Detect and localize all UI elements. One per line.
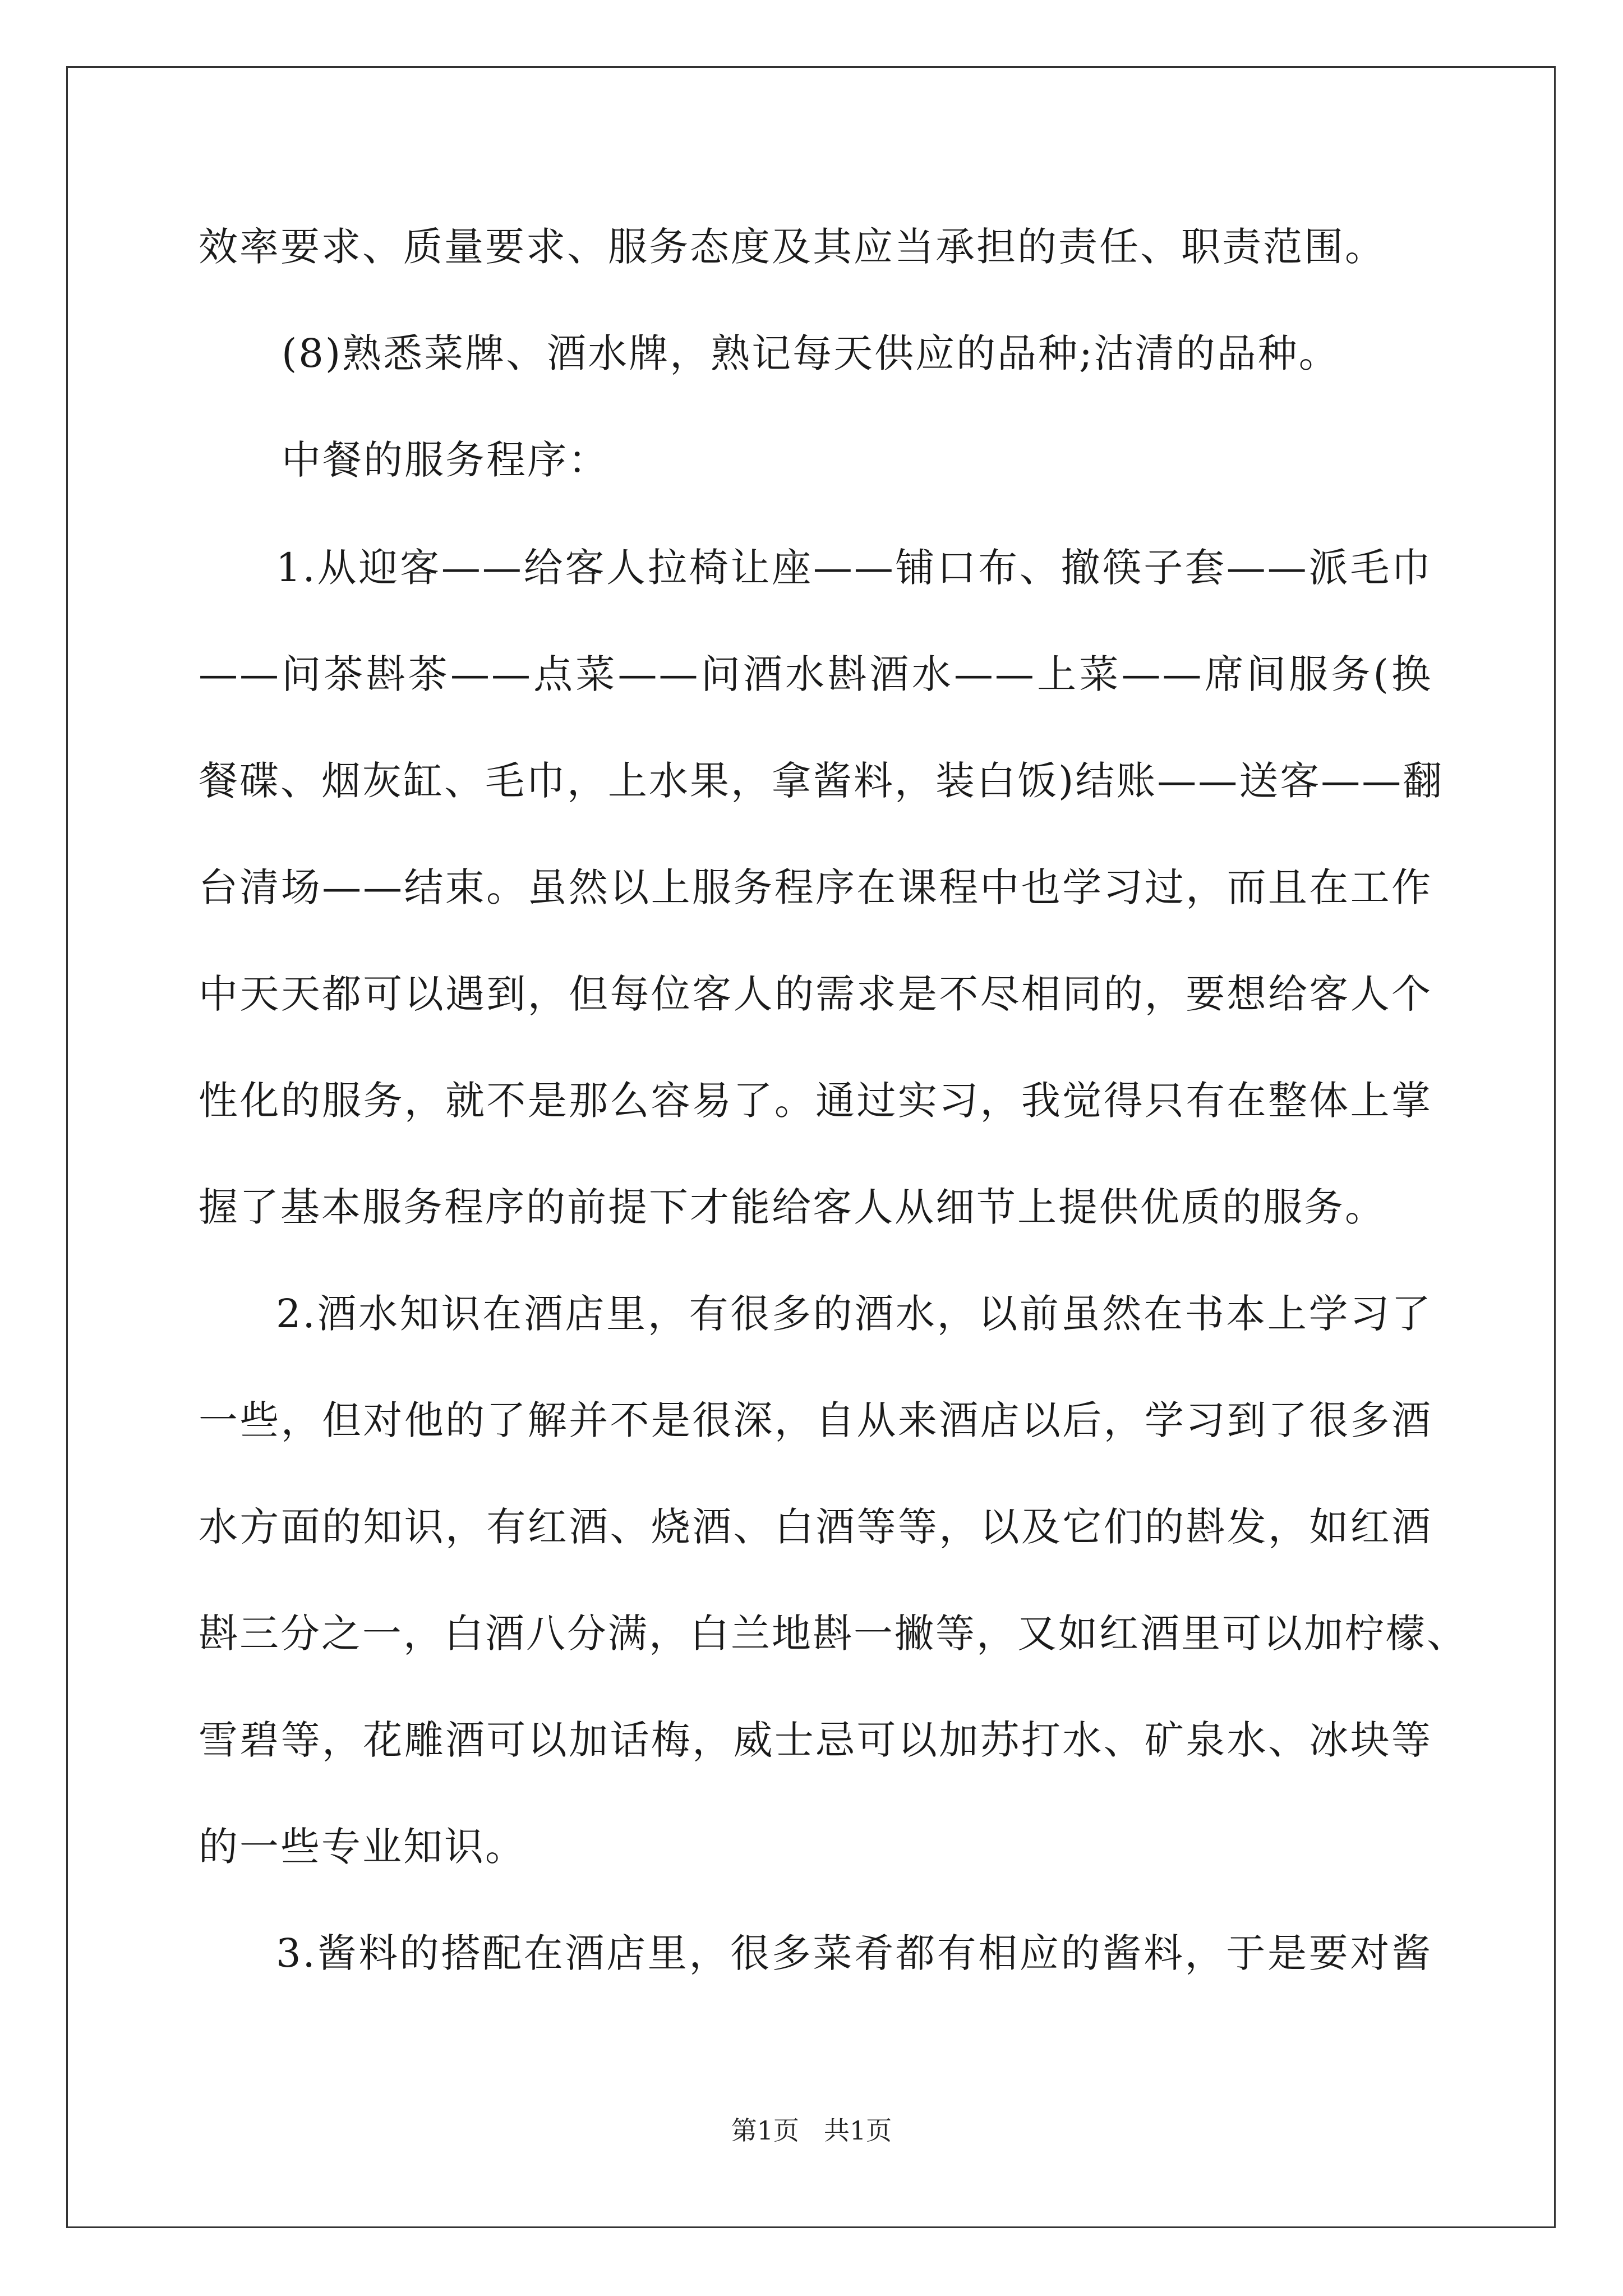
text-line: ——问茶斟茶——点菜——问酒水斟酒水——上菜——席间服务(换 [199,651,1432,697]
text-line: 3.酱料的搭配在酒店里，很多菜肴都有相应的酱料，于是要对酱 [276,1930,1432,1976]
page-border [66,66,1556,2228]
text-line: 中天天都可以遇到，但每位客人的需求是不尽相同的，要想给客人个 [199,971,1432,1017]
page-total: 共1页 [823,2115,892,2146]
text-line: 台清场——结束。虽然以上服务程序在课程中也学习过，而且在工作 [199,864,1432,910]
text-line: 握了基本服务程序的前提下才能给客人从细节上提供优质的服务。 [199,1184,1386,1230]
text-line: 水方面的知识，有红酒、烧酒、白酒等等，以及它们的斟发，如红酒 [199,1504,1432,1550]
page-footer [0,2114,1623,2147]
text-line: 一些，但对他的了解并不是很深，自从来酒店以后，学习到了很多酒 [199,1397,1432,1443]
text-line: 的一些专业知识。 [199,1824,526,1870]
text-line: (8)熟悉菜牌、酒水牌，熟记每天供应的品种;沽清的品种。 [282,330,1340,376]
text-line: 中餐的服务程序： [282,437,609,483]
text-line: 1.从迎客——给客人拉椅让座——铺口布、撤筷子套——派毛巾 [276,545,1432,591]
text-line: 性化的服务，就不是那么容易了。通过实习，我觉得只有在整体上掌 [199,1078,1432,1124]
text-line: 餐碟、烟灰缸、毛巾，上水果，拿酱料，装白饭)结账——送客——翻 [199,758,1444,804]
text-line: 雪碧等，花雕酒可以加话梅，威士忌可以加苏打水、矿泉水、冰块等 [199,1717,1432,1763]
text-line: 斟三分之一，白酒八分满，白兰地斟一撇等，又如红酒里可以加柠檬、 [199,1611,1468,1657]
page-number: 第1页 [731,2115,800,2146]
text-line: 2.酒水知识在酒店里，有很多的酒水，以前虽然在书本上学习了 [276,1291,1432,1337]
text-line: 效率要求、质量要求、服务态度及其应当承担的责任、职责范围。 [199,224,1386,270]
